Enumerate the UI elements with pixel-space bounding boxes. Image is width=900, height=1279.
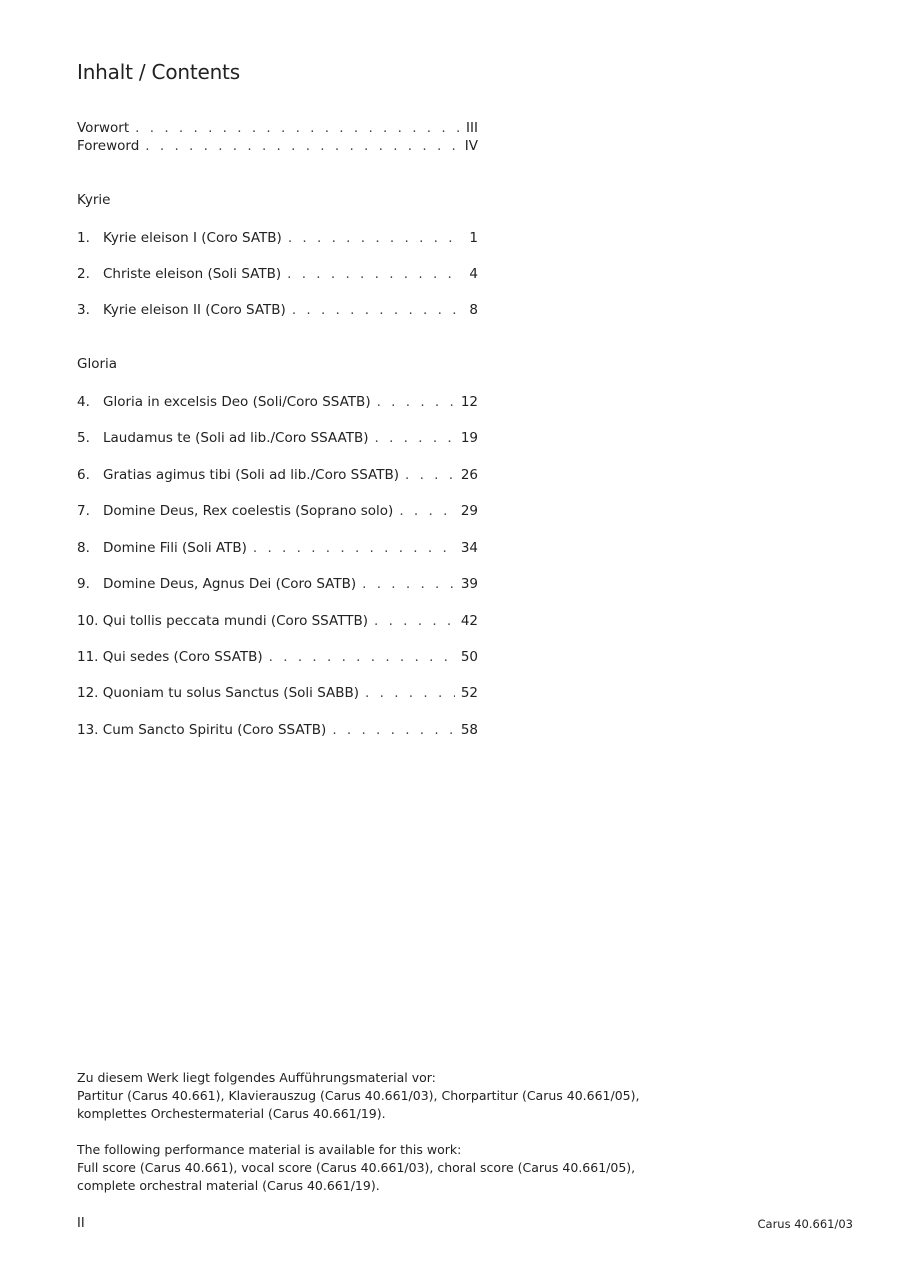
- toc-entry-title: Cum Sancto Spiritu (Coro SSATB): [102, 722, 327, 738]
- section-heading-gloria: Gloria: [77, 356, 118, 372]
- toc-entry-page: 26: [460, 467, 478, 483]
- dot-leader: [399, 502, 454, 520]
- page-number: II: [77, 1216, 85, 1231]
- dot-leader: [374, 612, 455, 630]
- toc-entry-number: 11.: [77, 649, 99, 665]
- toc-entry-foreword[interactable]: [77, 137, 478, 155]
- toc-entry-vorwort[interactable]: [77, 119, 478, 137]
- toc-entry-number: 5.: [77, 430, 90, 446]
- toc-entry-1[interactable]: [77, 229, 478, 247]
- note-line: Zu diesem Werk liegt folgendes Aufführungsmaterial vor:: [77, 1070, 436, 1085]
- toc-entry-label: Domine Deus, Agnus Dei (Coro SATB): [103, 576, 357, 592]
- toc-entry-page: 58: [460, 722, 478, 738]
- performance-material-note-de: [77, 1069, 639, 1123]
- toc-entry-page: 8: [469, 302, 478, 318]
- note-line: Full score (Carus 40.661), vocal score (Carus 40.661/03), choral score (Carus 40.661/05),: [77, 1160, 636, 1175]
- toc-entry-label: Kyrie eleison I (Coro SATB): [103, 230, 282, 246]
- toc-entry-label: [77, 721, 326, 739]
- toc-entry-label: Domine Deus, Rex coelestis (Soprano solo): [103, 503, 394, 519]
- toc-entry-9[interactable]: [77, 575, 478, 593]
- dot-leader: [292, 301, 464, 319]
- dot-leader: [332, 721, 455, 739]
- toc-entry-number: 3.: [77, 302, 90, 318]
- toc-entry-number: 8.: [77, 540, 90, 556]
- toc-entry-label: Foreword: [77, 138, 140, 154]
- page-title: Inhalt / Contents: [77, 60, 240, 84]
- toc-entry-page: 39: [460, 576, 478, 592]
- toc-entry-page: 4: [469, 266, 478, 282]
- dot-leader: [375, 429, 455, 447]
- dot-leader: [269, 648, 455, 666]
- toc-entry-number: 1.: [77, 230, 90, 246]
- toc-entry-number: 12.: [77, 685, 99, 701]
- toc-entry-number: 4.: [77, 394, 90, 410]
- toc-entry-12[interactable]: [77, 684, 478, 702]
- toc-entry-number: 10.: [77, 613, 99, 629]
- toc-entry-label: Vorwort: [77, 120, 130, 136]
- note-line: Partitur (Carus 40.661), Klavierauszug (Carus 40.661/03), Chorpartitur (Carus 40.661/05),: [77, 1088, 640, 1103]
- note-line: complete orchestral material (Carus 40.661/19).: [77, 1178, 380, 1193]
- dot-leader: [362, 575, 455, 593]
- toc-entry-page: 1: [469, 230, 478, 246]
- dot-leader: [377, 393, 455, 411]
- dot-leader: [145, 137, 458, 155]
- toc-entry-page: IV: [464, 138, 478, 154]
- toc-entry-7[interactable]: [77, 502, 478, 520]
- toc-entry-title: Quoniam tu solus Sanctus (Soli SABB): [102, 685, 360, 701]
- dot-leader: [288, 229, 464, 247]
- toc-entry-title: Qui tollis peccata mundi (Coro SSATTB): [102, 613, 368, 629]
- toc-entry-page: 50: [460, 649, 478, 665]
- toc-entry-label: Christe eleison (Soli SATB): [103, 266, 282, 282]
- toc-entry-number: 2.: [77, 266, 90, 282]
- toc-entry-label: Domine Fili (Soli ATB): [103, 540, 247, 556]
- toc-entry-2[interactable]: [77, 265, 478, 283]
- toc-entry-label: Gratias agimus tibi (Soli ad lib./Coro SSATB): [103, 467, 399, 483]
- performance-material-note-en: [77, 1141, 635, 1195]
- toc-entry-3[interactable]: [77, 301, 478, 319]
- toc-entry-page: 29: [460, 503, 478, 519]
- dot-leader: [287, 265, 463, 283]
- toc-entry-number: 6.: [77, 467, 90, 483]
- toc-entry-label: Gloria in excelsis Deo (Soli/Coro SSATB): [103, 394, 371, 410]
- dot-leader: [365, 684, 455, 702]
- dot-leader: [405, 466, 455, 484]
- toc-entry-11[interactable]: [77, 648, 478, 666]
- toc-entry-label: [77, 684, 359, 702]
- toc-entry-page: 12: [460, 394, 478, 410]
- toc-entry-10[interactable]: [77, 612, 478, 630]
- toc-entry-page: 19: [460, 430, 478, 446]
- section-heading-kyrie: Kyrie: [77, 192, 111, 208]
- toc-entry-page: III: [466, 120, 478, 136]
- toc-entry-label: [77, 648, 263, 666]
- toc-entry-label: Kyrie eleison II (Coro SATB): [103, 302, 286, 318]
- toc-entry-title: Qui sedes (Coro SSATB): [102, 649, 263, 665]
- dot-leader: [253, 539, 455, 557]
- toc-entry-label: Laudamus te (Soli ad lib./Coro SSAATB): [103, 430, 369, 446]
- toc-entry-13[interactable]: [77, 721, 478, 739]
- toc-entry-number: 7.: [77, 503, 90, 519]
- toc-entry-page: 52: [460, 685, 478, 701]
- toc-entry-5[interactable]: [77, 429, 478, 447]
- catalog-number: Carus 40.661/03: [757, 1217, 853, 1231]
- toc-entry-4[interactable]: [77, 393, 478, 411]
- dot-leader: [135, 119, 460, 137]
- toc-entry-6[interactable]: [77, 466, 478, 484]
- toc-entry-page: 34: [460, 540, 478, 556]
- toc-entry-number: 9.: [77, 576, 90, 592]
- note-line: komplettes Orchestermaterial (Carus 40.661/19).: [77, 1106, 386, 1121]
- toc-entry-page: 42: [460, 613, 478, 629]
- note-line: The following performance material is available for this work:: [77, 1142, 462, 1157]
- toc-entry-8[interactable]: [77, 539, 478, 557]
- toc-entry-number: 13.: [77, 722, 99, 738]
- toc-entry-label: [77, 612, 368, 630]
